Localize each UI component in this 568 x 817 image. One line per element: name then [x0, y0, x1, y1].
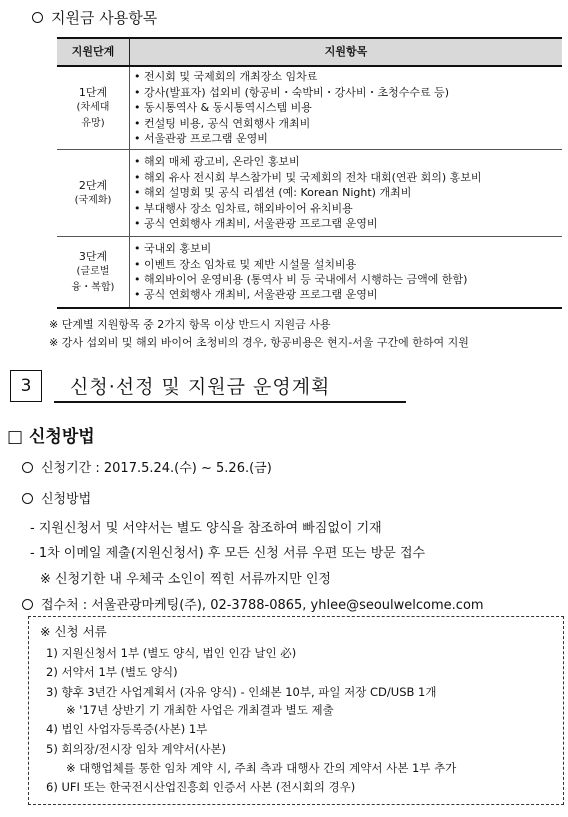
stage-sub: 유망)	[81, 117, 105, 129]
list-item: • 해외바이어 운영비용 (통역사 비 등 국내에서 시행하는 금액에 한함)	[134, 273, 468, 286]
stage-cell	[57, 237, 130, 309]
method-note: ※ 신청기한 내 우체국 소인이 찍힌 서류까지만 인정	[40, 572, 331, 587]
list-item: • 해외 유사 전시회 부스참가비 및 국제회의 전차 대회(연관 회의) 홍보비	[134, 170, 482, 184]
method-line: - 1차 이메일 제출(지원신청서) 후 모든 신청 서류 우편 또는 방문 접수	[30, 546, 426, 561]
list-item: • 공식 연회행사 개최비, 서울관광 프로그램 운영비	[134, 288, 378, 302]
list-item: • 국내외 홍보비	[134, 242, 212, 256]
document-note: ※ '17년 상반기 기 개최한 사업은 개최결과 별도 제출	[66, 703, 334, 717]
section-title: 신청·선정 및 지원금 운영계획	[70, 376, 331, 398]
support-items-table	[57, 37, 562, 309]
list-item: • 부대행사 장소 임차료, 해외바이어 유치비용	[134, 201, 353, 215]
document-item: 5) 회의장/전시장 임차 계약서(사본)	[46, 742, 227, 756]
stage-label: 1단계	[78, 85, 108, 99]
table-row	[57, 150, 562, 237]
document-item: 6) UFI 또는 한국전시산업진흥회 인증서 사본 (전시회의 경우)	[46, 780, 356, 794]
list-item: • 컨설팅 비용, 공식 연회행사 개최비	[134, 116, 311, 130]
stage-sub: 융・복합)	[71, 281, 115, 293]
document-item: 2) 서약서 1부 (별도 양식)	[46, 665, 178, 679]
stage-sub: (차세대	[76, 102, 110, 114]
application-period-text: 신청기간 : 2017.5.24.(수) ~ 5.26.(금)	[41, 461, 272, 476]
stage-cell	[57, 150, 130, 237]
table-note: ※ 단계별 지원항목 중 2가지 항목 이상 반드시 지원금 사용	[49, 318, 331, 331]
stage-label: 3단계	[78, 249, 108, 263]
list-item: • 이벤트 장소 임차료 및 제반 시설물 설치비용	[134, 257, 357, 271]
application-method-text: 신청방법	[41, 492, 92, 507]
stage-cell	[57, 66, 130, 150]
list-item: • 해외 설명회 및 공식 리셉션 (예: Korean Night) 개최비	[134, 186, 412, 200]
receiver	[22, 594, 484, 613]
method-line: - 지원신청서 및 서약서는 별도 양식을 참조하여 빠짐없이 기재	[30, 521, 382, 536]
section-underline	[54, 401, 406, 403]
document-item: 4) 법인 사업자등록증(사본) 1부	[46, 722, 208, 736]
table-note: ※ 강사 섭외비 및 해외 바이어 초청비의 경우, 항공비용은 현지-서울 구간에 한하여 지원	[49, 336, 469, 349]
table-header-stage: 지원단계	[57, 38, 130, 66]
table-header-items: 지원항목	[130, 38, 563, 66]
list-item: • 서울관광 프로그램 운영비	[134, 132, 268, 146]
heading-support-items	[32, 7, 157, 28]
document-item: 3) 향후 3년간 사업계획서 (자유 양식) - 인쇄본 10부, 파일 저장 CD/USB 1개	[46, 685, 437, 699]
list-item: • 전시회 및 국제회의 개최장소 임차료	[134, 70, 318, 84]
list-item: • 공식 연회행사 개최비, 서울관광 프로그램 운영비	[134, 217, 378, 231]
items-cell	[130, 66, 563, 150]
list-item: • 해외 매체 광고비, 온라인 홍보비	[134, 155, 300, 169]
list-item: • 강사(발표자) 섭외비 (항공비・숙박비・강사비・초청수수료 등)	[134, 85, 450, 99]
application-period	[22, 457, 272, 476]
circle-bullet-icon	[22, 462, 33, 473]
documents-title: ※ 신청 서류	[40, 624, 107, 639]
heading-text: 지원금 사용항목	[51, 9, 158, 27]
items-cell	[130, 237, 563, 309]
table-header-row	[57, 38, 562, 66]
circle-bullet-icon	[22, 493, 33, 504]
document-note: ※ 대행업체를 통한 임차 계약 시, 주최 측과 대행사 간의 계약서 사본 1부 추가	[66, 761, 457, 775]
table-row	[57, 66, 562, 150]
section-number: 3	[10, 370, 42, 402]
stage-label: 2단계	[78, 178, 108, 192]
stage-sub: (국제화)	[74, 195, 112, 206]
application-method	[22, 488, 91, 507]
circle-bullet-icon	[22, 599, 33, 610]
table-row	[57, 237, 562, 309]
list-item: • 동시통역사 & 동시통역시스템 비용	[134, 101, 312, 115]
document-item: 1) 지원신청서 1부 (별도 양식, 법인 인감 날인 必)	[46, 646, 297, 660]
subsection-title: □ 신청방법	[7, 427, 95, 447]
items-cell	[130, 150, 563, 237]
circle-bullet-icon	[32, 12, 43, 23]
receiver-text: 접수처 : 서울관광마케팅(주), 02-3788-0865, yhlee@seoulwelcome.com	[41, 598, 484, 613]
stage-sub: (글로벌	[76, 266, 110, 278]
